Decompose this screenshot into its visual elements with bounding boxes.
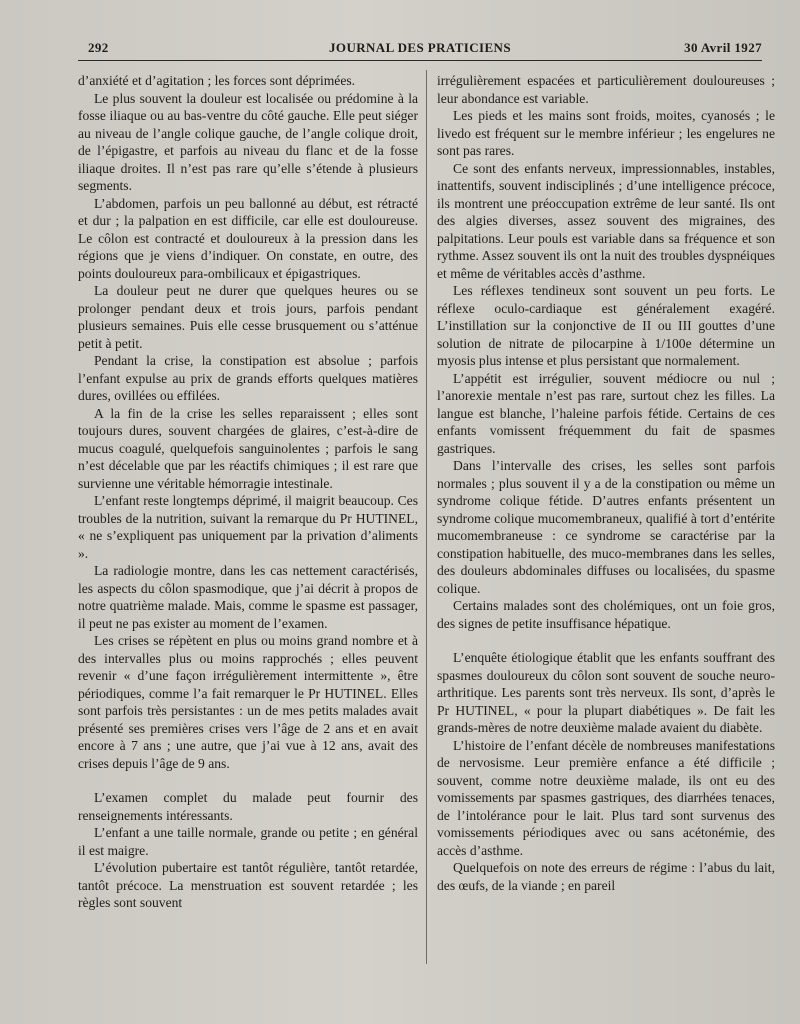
paragraph: Pendant la crise, la constipation est absolue ; parfois l’enfant expulse au prix de grands efforts quelques matières dures, ovillées ou effilées. [78,353,418,403]
paragraph: Dans l’intervalle des crises, les selles sont parfois normales ; plus souvent il y a de la constipation ou même un syndrome colique fétide. D’autres enfants présentent un syndrome colique mucomembraneux, qualifié à tort d’entérite mucomembraneuse : ce syndrome se caractérise par la constipation habituelle, des muco-membranes dans les selles, des douleurs abdominales diffuses ou localisées, du spasme colique. [437,458,775,596]
running-header [78,36,762,61]
paragraph: L’enfant reste longtemps déprimé, il maigrit beaucoup. Ces troubles de la nutrition, suivant la remarque du Pr HUTINEL, « ne s’expliquent pas uniquement par la privation d’aliments ». [78,493,418,561]
paragraph: Quelquefois on note des erreurs de régime : l’abus du lait, des œufs, de la viande ; en pareil [437,860,775,893]
paragraph: L’évolution pubertaire est tantôt régulière, tantôt retardée, tantôt précoce. La menstruation est souvent retardée ; les règles sont souvent [78,860,418,910]
paragraph: La radiologie montre, dans les cas nettement caractérisés, les aspects du côlon spasmodique, que j’ai décrit à propos de notre quatrième malade. Mais, comme le spasme est passager, il peut ne pas exister au moment de l’examen. [78,563,418,631]
paragraph: L’histoire de l’enfant décèle de nombreuses manifestations de nervosisme. Leur première enfance a été difficile ; souvent, comme notre deuxième malade, ils ont eu des vomissements par spasmes gastriques, des diarrhées tenaces, de l’intolérance pour le lait. Plus tard sont survenus des vomissements périodiques avec ou sans acétonémie, des accès d’asthme. [437,737,775,858]
paragraph: irrégulièrement espacées et particulièrement douloureuses ; leur abondance est variable. [437,73,775,106]
left-column [78,72,418,968]
paragraph: L’abdomen, parfois un peu ballonné au début, est rétracté et dur ; la palpation en est difficile, car elle est douloureuse. Le côlon est contracté et douloureux à la pression dans les régions que je viens d’indiquer. On constate, en outre, des points douloureux para-ombilicaux et épigastriques. [78,195,418,281]
paragraph: La douleur peut ne durer que quelques heures ou se prolonger pendant deux et trois jours, parfois pendant plusieurs semaines. Puis elle cesse brusquement ou s’atténue petit à petit. [78,283,418,351]
paragraph: Ce sont des enfants nerveux, impressionnables, instables, inattentifs, souvent indisciplinés ; d’une intelligence précoce, ils montrent une préoccupation extrême de leur santé. Ils ont des algies diverses, assez souvent des migraines, des palpitations. Leur pouls est variable dans sa fréquence et son rythme. Assez souvent ils ont la nuit des troubles dyspnéiques et même de véritables accès d’asthme. [437,160,775,281]
paragraph: Les crises se répètent en plus ou moins grand nombre et à des intervalles plus ou moins rapprochés ; elles peuvent revenir « d’une façon irrégulièrement intermittente », être périodiques, comme l’a fait remarquer le Pr HUTINEL. Elles sont parfois très persistantes : un de mes petits malades avait présenté ses premières crises vers l’âge de 2 ans et en avait encore à 7 ans ; une autre, que j’ai vue à 12 ans, avait des crises depuis l’âge de 9 ans. [78,633,418,771]
paragraph: L’enfant a une taille normale, grande ou petite ; en général il est maigre. [78,825,418,858]
issue-date: 30 Avril 1927 [684,40,762,55]
paragraph: L’appétit est irrégulier, souvent médiocre ou nul ; l’anorexie mentale n’est pas rare, surtout chez les filles. La langue est blanche, l’haleine parfois fétide. Certains de ces enfants vomissent fréquemment du fait de spasmes gastriques. [437,370,775,456]
paragraph: A la fin de la crise les selles reparaissent ; elles sont toujours dures, souvent chargées de glaires, c’est-à-dire de mucus coagulé, quelquefois sanguinolentes ; parfois le sang n’est décelable que par les réactifs chimiques ; il est rare que survienne une véritable hémorragie intestinale. [78,405,418,491]
paragraph: Certains malades sont des cholémiques, ont un foie gros, des signes de petite insuffisance hépatique. [437,598,775,631]
paragraph: Les réflexes tendineux sont souvent un peu forts. Le réflexe oculo-cardiaque est généralement exagéré. L’instillation sur la conjonctive de II ou III gouttes d’une solution de nitrate de pilocarpine à 1/100e détermine un myosis plus intense et plus persistant que normalement. [437,283,775,368]
right-column [437,72,775,968]
paragraph: d’anxiété et d’agitation ; les forces sont déprimées. [78,73,356,88]
journal-title: JOURNAL DES PRATICIENS [329,40,511,55]
paragraph: L’enquête étiologique établit que les enfants souffrant des spasmes douloureux du côlon sont souvent de souche neuro-arthritique. Les parents sont très nerveux. Ils sont, d’après le Pr HUTINEL, « pour la plupart diabétiques ». De fait les grands-mères de notre deuxième malade avaient du diabète. [437,650,775,735]
column-divider [426,70,427,964]
paragraph: Les pieds et les mains sont froids, moites, cyanosés ; le livedo est fréquent sur le membre inférieur ; les engelures ne sont pas rares. [437,108,775,158]
paragraph: Le plus souvent la douleur est localisée ou prédomine à la fosse iliaque ou au bas-ventre du côté gauche. Elle peut siéger au niveau de l’angle colique gauche, de l’angle colique droit, de l’épigastre, et parfois au niveau du flanc et de la fosse iliaque droites. Il n’est pas rare qu’elle s’étende à plusieurs segments. [78,90,418,193]
page-number: 292 [88,40,109,55]
paragraph: L’examen complet du malade peut fournir des renseignements intéressants. [78,790,418,823]
